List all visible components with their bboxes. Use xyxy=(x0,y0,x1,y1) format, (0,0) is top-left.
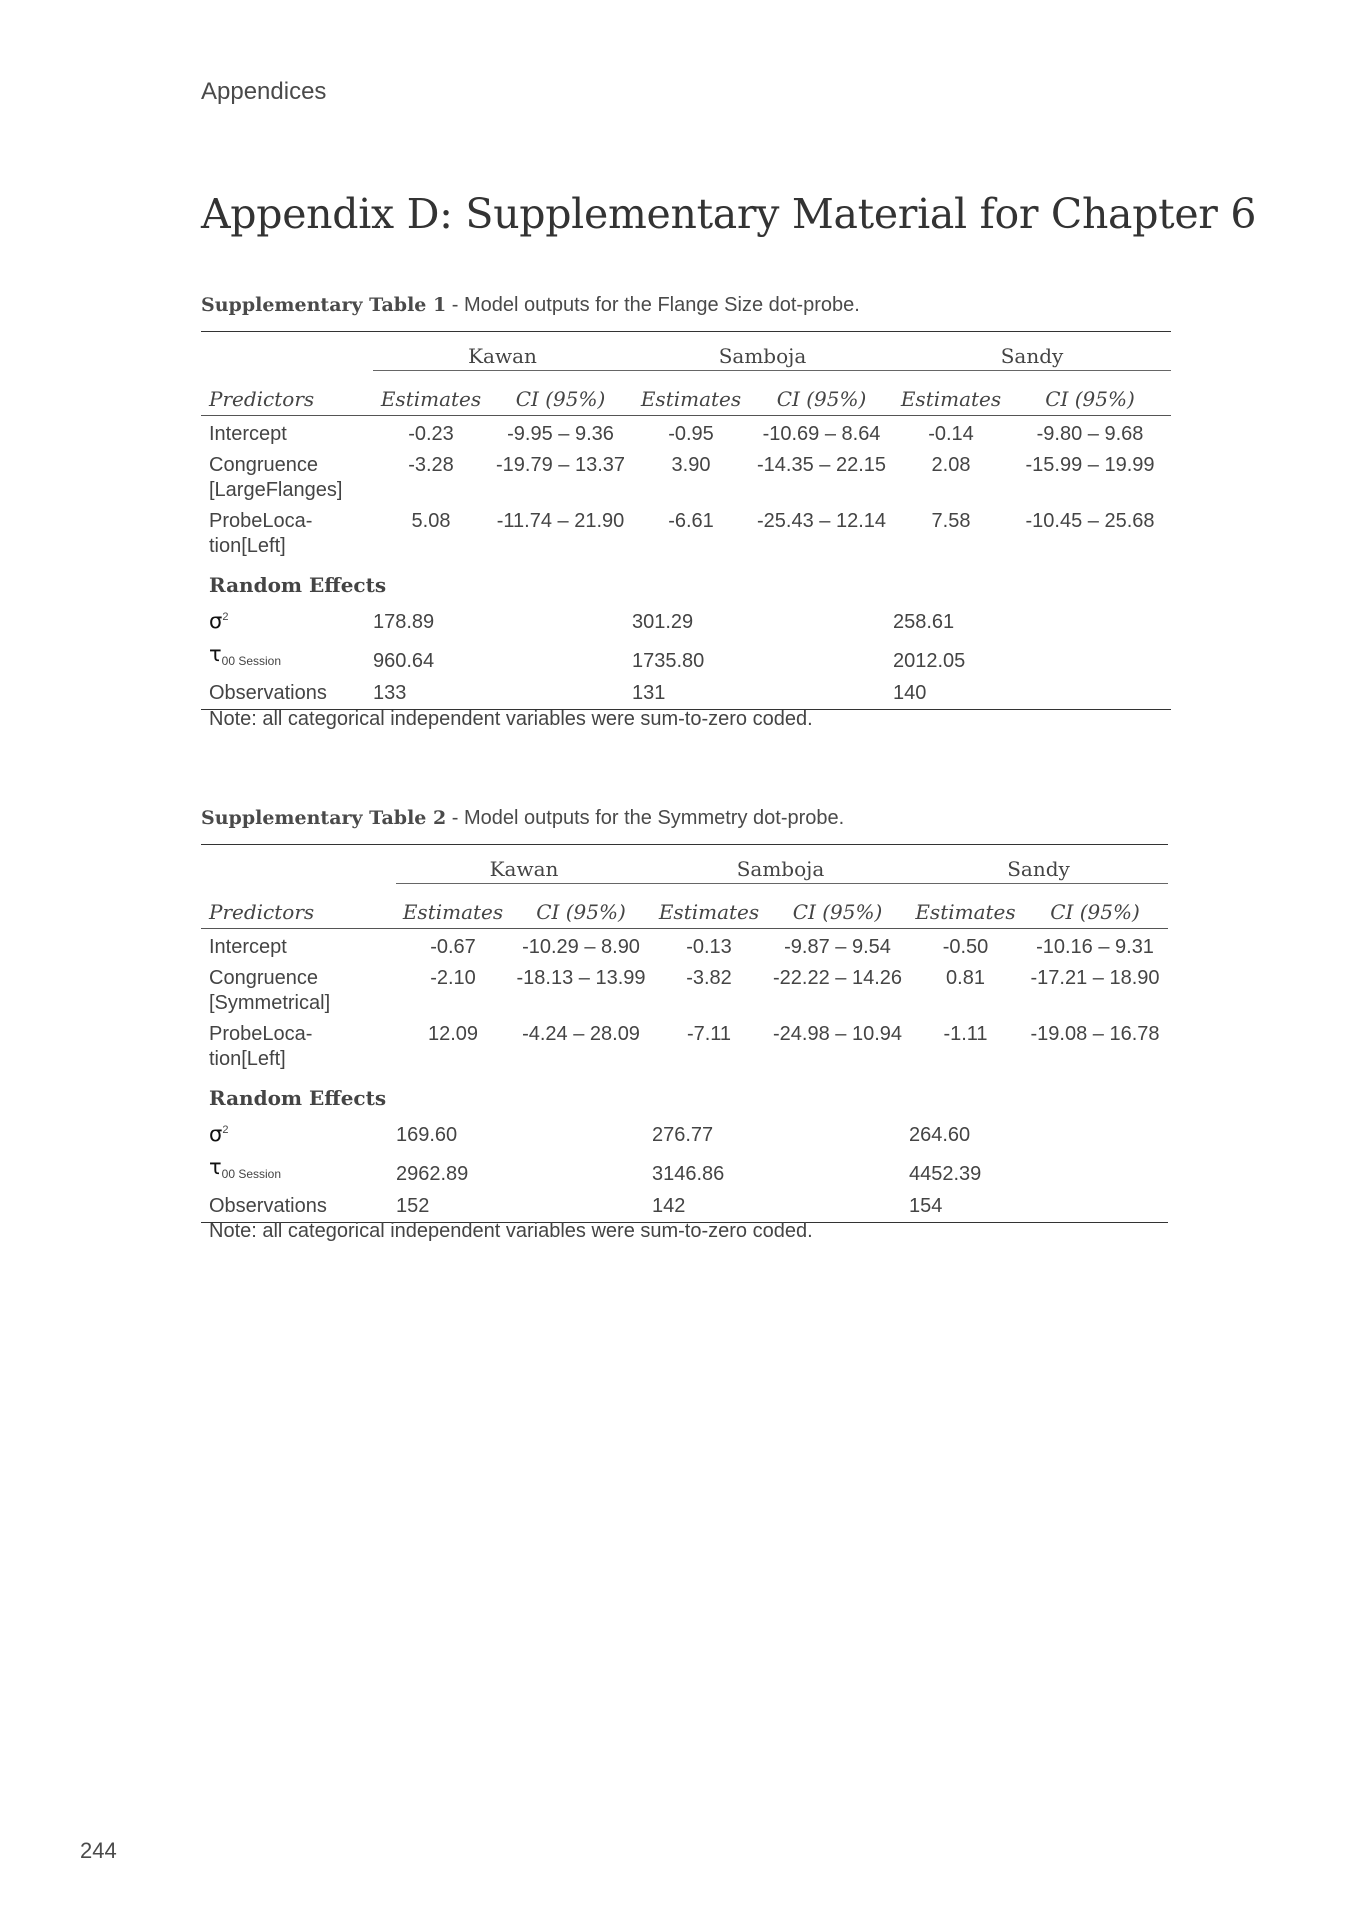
table-row xyxy=(201,677,1171,710)
cell: 960.64 xyxy=(373,650,435,672)
table-row xyxy=(201,1114,1168,1151)
table-1-caption xyxy=(201,294,860,317)
table-2-caption xyxy=(201,807,844,830)
table-2-group-kawan: Kawan xyxy=(396,845,652,884)
table-1-caption-text: - Model outputs for the Flange Size dot-probe. xyxy=(446,294,860,316)
table-1-col-estimates: Estimates xyxy=(373,371,489,416)
tau-symbol: τ xyxy=(209,642,222,666)
cell: 3146.86 xyxy=(652,1163,725,1185)
cell: -24.98 – 10.94 xyxy=(773,1023,902,1045)
cell: 131 xyxy=(632,677,893,710)
table-2-col-ci: CI (95%) xyxy=(510,884,652,929)
cell: -1.11 xyxy=(943,1023,988,1045)
cell: -10.45 – 25.68 xyxy=(1025,510,1155,532)
cell: -10.69 – 8.64 xyxy=(762,423,881,445)
table-row xyxy=(201,416,1171,448)
table-2-col-estimates: Estimates xyxy=(652,884,766,929)
table-1-col-estimates: Estimates xyxy=(893,371,1009,416)
table-1-group-samboja: Samboja xyxy=(632,332,893,371)
cell: 4452.39 xyxy=(909,1163,982,1185)
table-2-caption-text: - Model outputs for the Symmetry dot-probe. xyxy=(446,807,845,829)
table-2-caption-label: Supplementary Table 2 xyxy=(201,807,447,829)
cell: -25.43 – 12.14 xyxy=(757,510,886,532)
cell: 133 xyxy=(373,677,632,710)
row-label: Congruence [LargeFlanges] xyxy=(209,454,343,501)
cell: -11.74 – 21.90 xyxy=(496,510,625,532)
cell: 140 xyxy=(893,677,1171,710)
sigma-symbol: σ xyxy=(209,1122,223,1146)
tau-symbol: τ xyxy=(209,1155,222,1179)
table-1-col-ci: CI (95%) xyxy=(489,371,632,416)
running-head: Appendices xyxy=(201,78,327,105)
table-row xyxy=(201,960,1168,1016)
cell: -9.87 – 9.54 xyxy=(784,936,891,958)
table-row xyxy=(201,503,1171,559)
tau-subscript: 00 Session xyxy=(221,654,282,668)
tau-label xyxy=(201,1151,396,1190)
table-2-group-samboja: Samboja xyxy=(652,845,909,884)
table-row xyxy=(201,1190,1168,1223)
cell: 276.77 xyxy=(652,1124,714,1146)
cell: 264.60 xyxy=(909,1124,971,1146)
table-row xyxy=(201,929,1168,961)
table-1-caption-label: Supplementary Table 1 xyxy=(201,294,447,316)
table-row xyxy=(201,447,1171,503)
table-1-group-sandy: Sandy xyxy=(893,332,1171,371)
sigma-superscript: 2 xyxy=(222,1124,229,1136)
table-2-col-estimates: Estimates xyxy=(396,884,510,929)
cell: -9.95 – 9.36 xyxy=(507,423,614,445)
cell: -0.13 xyxy=(686,936,732,958)
table-2 xyxy=(201,844,1168,1223)
table-2-predictors-header: Predictors xyxy=(201,884,396,929)
row-label: Congruence [Symmetrical] xyxy=(209,967,331,1014)
cell: 7.58 xyxy=(931,510,971,532)
page-number: 244 xyxy=(80,1838,117,1863)
cell: 152 xyxy=(396,1190,652,1223)
cell: -14.35 – 22.15 xyxy=(757,454,886,476)
cell: -10.29 – 8.90 xyxy=(522,936,640,958)
cell: 5.08 xyxy=(411,510,451,532)
table-2-col-ci: CI (95%) xyxy=(766,884,909,929)
table-1-note: Note: all categorical independent variables were sum-to-zero coded. xyxy=(209,708,813,730)
cell: 2012.05 xyxy=(893,650,966,672)
table-2-col-estimates: Estimates xyxy=(909,884,1022,929)
cell: -0.14 xyxy=(928,423,974,445)
cell: -3.28 xyxy=(408,454,454,476)
cell: 169.60 xyxy=(396,1124,458,1146)
cell: 154 xyxy=(909,1190,1168,1223)
observations-label: Observations xyxy=(201,1190,396,1223)
table-1-col-ci: CI (95%) xyxy=(1009,371,1171,416)
cell: -7.11 xyxy=(686,1023,732,1045)
cell: -3.82 xyxy=(686,967,732,989)
cell: -10.16 – 9.31 xyxy=(1036,936,1154,958)
cell: -0.50 xyxy=(942,936,989,958)
table-2-col-ci: CI (95%) xyxy=(1022,884,1168,929)
cell: -0.23 xyxy=(408,423,454,445)
random-effects-heading: Random Effects xyxy=(209,1086,387,1110)
cell: 178.89 xyxy=(373,611,435,633)
cell: -9.80 – 9.68 xyxy=(1036,423,1144,445)
cell: -15.99 – 19.99 xyxy=(1025,454,1155,476)
table-1-group-kawan: Kawan xyxy=(373,332,632,371)
cell: 0.81 xyxy=(946,967,985,989)
cell: -19.08 – 16.78 xyxy=(1030,1023,1160,1045)
cell: -22.22 – 14.26 xyxy=(773,967,902,989)
table-1 xyxy=(201,331,1171,710)
sigma-symbol: σ xyxy=(209,609,223,633)
cell: -19.79 – 13.37 xyxy=(496,454,625,476)
cell: -6.61 xyxy=(668,510,714,532)
cell: -2.10 xyxy=(430,967,476,989)
chapter-title: Appendix D: Supplementary Material for Chapter 6 xyxy=(201,190,1257,238)
cell: 1735.80 xyxy=(632,650,705,672)
random-effects-heading: Random Effects xyxy=(209,573,387,597)
cell: -0.95 xyxy=(668,423,714,445)
cell: 2.08 xyxy=(931,454,971,476)
cell: -18.13 – 13.99 xyxy=(516,967,646,989)
table-row xyxy=(201,1016,1168,1072)
row-label: ProbeLoca-tion[Left] xyxy=(209,1023,313,1070)
row-label: Intercept xyxy=(209,936,287,958)
table-2-group-sandy: Sandy xyxy=(909,845,1168,884)
observations-label: Observations xyxy=(201,677,373,710)
sigma-label xyxy=(201,1114,396,1151)
row-label: ProbeLoca-tion[Left] xyxy=(209,510,313,557)
table-1-col-ci: CI (95%) xyxy=(750,371,893,416)
table-row xyxy=(201,1151,1168,1190)
cell: 258.61 xyxy=(893,611,955,633)
cell: -17.21 – 18.90 xyxy=(1030,967,1160,989)
tau-subscript: 00 Session xyxy=(221,1167,282,1181)
row-label: Intercept xyxy=(209,423,287,445)
tau-label xyxy=(201,638,373,677)
table-row xyxy=(201,601,1171,638)
sigma-superscript: 2 xyxy=(222,611,229,623)
cell: -4.24 – 28.09 xyxy=(522,1023,640,1045)
cell: 3.90 xyxy=(671,454,711,476)
cell: -0.67 xyxy=(430,936,476,958)
sigma-label xyxy=(201,601,373,638)
table-2-note: Note: all categorical independent variables were sum-to-zero coded. xyxy=(209,1220,813,1242)
cell: 301.29 xyxy=(632,611,694,633)
table-1-predictors-header: Predictors xyxy=(201,371,373,416)
cell: 12.09 xyxy=(427,1023,479,1045)
cell: 2962.89 xyxy=(396,1163,469,1185)
table-row xyxy=(201,638,1171,677)
cell: 142 xyxy=(652,1190,909,1223)
table-1-col-estimates: Estimates xyxy=(632,371,750,416)
